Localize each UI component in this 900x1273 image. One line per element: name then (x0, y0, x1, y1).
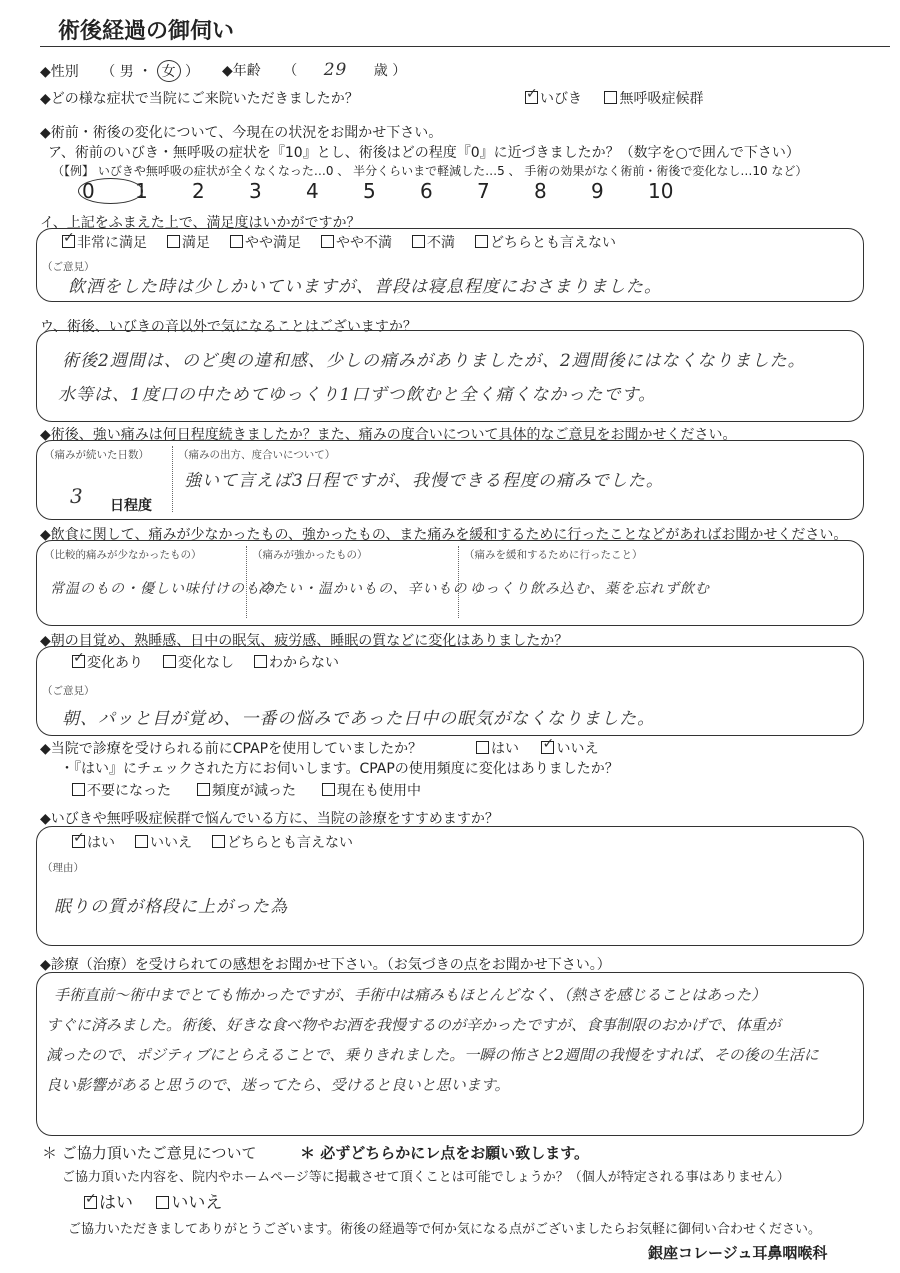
option-item[interactable]: どちらとも言えない (212, 835, 353, 851)
pain-degree-label: （痛みの出方、度合いについて） (178, 449, 336, 461)
impression-line-3[interactable]: 減ったので、ポジティブにとらえることで、乗りきれました。一瞬の怖さと2週間の我慢をすれば、その後の生活に (46, 1046, 819, 1064)
footer-question: ご協力頂いた内容を、院内やホームページ等に掲載させて頂くことは可能でしょうか？（個人が特定される事はありません） (62, 1170, 790, 1185)
gender-label: ◆性別 (40, 64, 79, 80)
gender-male[interactable]: 男 (119, 64, 134, 80)
consent-yes-option[interactable]: ✓はい (84, 1193, 133, 1213)
cpap-no-option[interactable]: ✓ いいえ (541, 741, 598, 757)
footer-note-1: ＊ ご協力頂いたご意見について (42, 1144, 257, 1162)
checkbox-icon (212, 835, 225, 848)
scale-number[interactable]: 5 (363, 179, 376, 203)
checkbox-icon (72, 655, 85, 668)
option-item[interactable]: ✓変化あり (72, 655, 143, 671)
scale-number[interactable]: 6 (420, 179, 433, 203)
symptom-snoring-option[interactable]: ✓ いびき (525, 91, 582, 107)
pain-question: ◆術後、強い痛みは何日程度続きましたか？また、痛みの度合いについて具体的なご意見をお聞かせください。 (40, 427, 737, 443)
symptom-question: ◆どの様な症状で当院にご来院いただきましたか？ (40, 91, 359, 107)
option-item[interactable]: どちらとも言えない (475, 235, 616, 251)
age-label: ◆年齢 (222, 63, 261, 79)
scale-number[interactable]: 8 (534, 179, 547, 203)
checkbox-icon (230, 235, 243, 248)
satisfaction-options (62, 232, 636, 252)
checkbox-icon (525, 91, 538, 104)
impression-line-1[interactable]: 手術直前〜術中までとても怖かったですが、手術中は痛みもほとんどなく、（熱さを感じることはあった） (54, 986, 767, 1004)
checkbox-icon (604, 91, 617, 104)
food-question: ◆飲食に関して、痛みが少なかったもの、強かったもの、また痛みを緩和するために行ったことなどがあればお聞かせください。 (40, 527, 848, 543)
checkbox-icon (84, 1196, 97, 1209)
recommend-reason-label: （理由） (42, 862, 84, 874)
age-value[interactable]: 29 (323, 60, 348, 80)
checkbox-icon (72, 783, 85, 796)
checkbox-icon (322, 783, 335, 796)
option-item[interactable]: 満足 (167, 235, 210, 251)
change-scale (78, 178, 705, 204)
cpap-subquestion: ・『はい』にチェックされた方にお伺いします。CPAPの使用頻度に変化はありましたか？ (60, 761, 619, 777)
sleep-options (72, 652, 359, 672)
clinic-name: 銀座コレージュ耳鼻咽喉科 (648, 1244, 828, 1262)
scale-number[interactable]: 2 (192, 179, 205, 203)
scale-number[interactable]: 4 (306, 179, 319, 203)
footer-note-2: ＊ 必ずどちらかにレ点をお願い致します。 (300, 1144, 590, 1162)
scale-number[interactable]: 7 (477, 179, 490, 203)
checkbox-icon (135, 835, 148, 848)
option-item[interactable]: 頻度が減った (197, 783, 296, 799)
pain-degree[interactable]: 強いて言えば3日程ですが、我慢できる程度の痛みでした。 (184, 471, 664, 491)
option-item[interactable]: 変化なし (163, 655, 234, 671)
recommend-reason[interactable]: 眠りの質が格段に上がった為 (54, 897, 288, 917)
option-item[interactable]: ✓非常に満足 (62, 235, 147, 251)
option-item[interactable]: やや満足 (230, 235, 301, 251)
gender-row: ◆性別 （ 男 ・ 女 ） (40, 60, 199, 82)
checkbox-icon (197, 783, 210, 796)
option-item[interactable]: 不満 (412, 235, 455, 251)
satisfaction-question: イ、上記をふまえた上で、満足度はいかがですか？ (40, 215, 361, 231)
pain-days-value[interactable]: 3 (70, 484, 84, 508)
option-item[interactable]: 現在も使用中 (322, 783, 421, 799)
scale-number[interactable]: 3 (249, 179, 262, 203)
sleep-opinion[interactable]: 朝、パッと目が覚め、一番の悩みであった日中の眠気がなくなりました。 (62, 709, 656, 729)
checkbox-icon (167, 235, 180, 248)
checkbox-icon (72, 835, 85, 848)
scale-number[interactable] (78, 178, 135, 204)
option-item[interactable]: ✓はい (72, 835, 115, 851)
other-frame (36, 330, 864, 422)
symptom-apnea-option[interactable]: 無呼吸症候群 (604, 91, 703, 107)
food-col2-label: （痛みが強かったもの） (252, 549, 368, 561)
footer-consent-options (84, 1188, 240, 1213)
cpap-question: ◆当院で診療を受けられる前にCPAPを使用していましたか？ (40, 741, 423, 757)
gender-female[interactable]: 女 (157, 60, 181, 82)
title-underline (40, 46, 890, 47)
option-item[interactable]: いいえ (135, 835, 192, 851)
checkbox-icon (254, 655, 267, 668)
checkbox-icon (163, 655, 176, 668)
cpap-yes-option[interactable]: はい (476, 741, 519, 757)
food-col1[interactable]: 常温のもの・優しい味付けのもの (50, 581, 275, 597)
checkbox-icon (412, 235, 425, 248)
sleep-question: ◆朝の目覚め、熟睡感、日中の眠気、疲労感、睡眠の質などに変化はありましたか？ (40, 633, 569, 649)
impression-question: ◆診療（治療）を受けられての感想をお聞かせ下さい。（お気づきの点をお聞かせ下さい。） (40, 957, 611, 973)
other-question: ウ、術後、いびきの音以外で気になることはございますか？ (40, 319, 417, 335)
change-example: （【例】 いびきや無呼吸の症状が全くなくなった…0 、 半分くらいまで軽減した…5 、 手術の効果がなく術前・術後で変化なし…10 など） (52, 164, 808, 178)
satisfaction-opinion-label: （ご意見） (42, 261, 95, 273)
checkbox-icon (541, 741, 554, 754)
scale-number[interactable]: 1 (135, 179, 148, 203)
option-item[interactable]: やや不満 (321, 235, 392, 251)
food-col1-label: （比較的痛みが少なかったもの） (44, 549, 202, 561)
checkbox-icon (476, 741, 489, 754)
pain-days-unit: 日程度 (110, 498, 152, 514)
other-line-2[interactable]: 水等は、1度口の中ためてゆっくり1口ずつ飲むと全く痛くなかったです。 (58, 385, 657, 405)
pain-days-label: （痛みが続いた日数） (44, 449, 149, 461)
satisfaction-opinion[interactable]: 飲酒をした時は少しかいていますが、普段は寝息程度におさまりました。 (68, 277, 662, 297)
change-question: ◆術前・術後の変化について、今現在の状況をお聞かせ下さい。 (40, 125, 443, 141)
food-col3[interactable]: ゆっくり飲み込む、薬を忘れず飲む (470, 581, 710, 597)
scale-selected-circle: 0 (78, 178, 143, 204)
page-title: 術後経過の御伺い (58, 19, 235, 44)
scale-number[interactable]: 9 (591, 179, 604, 203)
recommend-options (72, 832, 373, 852)
checkbox-icon (156, 1196, 169, 1209)
impression-line-4[interactable]: 良い影響があると思うので、迷ってたら、受けると良いと思います。 (46, 1076, 510, 1094)
scale-number[interactable]: 10 (648, 179, 674, 203)
footer-thanks: ご協力いただきましてありがとうございます。術後の経過等で何か気になる点がございましたらお気軽に御伺い合わせください。 (68, 1222, 821, 1237)
option-item[interactable]: 不要になった (72, 783, 171, 799)
recommend-question: ◆いびきや無呼吸症候群で悩んでいる方に、当院の診療をすすめますか？ (40, 811, 499, 827)
option-item[interactable]: わからない (254, 655, 339, 671)
cpap-frequency-options (72, 780, 447, 800)
symptom-options (525, 88, 721, 108)
food-col2[interactable]: 冷たい・温かいもの、辛いもの (258, 581, 468, 597)
cpap-options (476, 738, 616, 758)
checkbox-icon (475, 235, 488, 248)
pain-divider (172, 446, 173, 512)
sleep-opinion-label: （ご意見） (42, 685, 95, 697)
consent-no-option[interactable]: いいえ (156, 1193, 222, 1213)
age-row: ◆年齢 （ 29 歳 ） (222, 60, 407, 80)
checkbox-icon (62, 235, 75, 248)
change-subquestion: ア、術前のいびき・無呼吸の症状を『10』とし、術後はどの程度『0』に近づきましたか？（数字を○で囲んで下さい） (48, 145, 800, 161)
food-col3-label: （痛みを緩和するために行ったこと） (464, 549, 643, 561)
checkbox-icon (321, 235, 334, 248)
impression-line-2[interactable]: すぐに済みました。術後、好きな食べ物やお酒を我慢するのが辛かったですが、食事制限のおかげで、体重が (46, 1016, 781, 1034)
other-line-1[interactable]: 術後2週間は、のど奥の違和感、少しの痛みがありましたが、2週間後にはなくなりました。 (62, 351, 806, 371)
